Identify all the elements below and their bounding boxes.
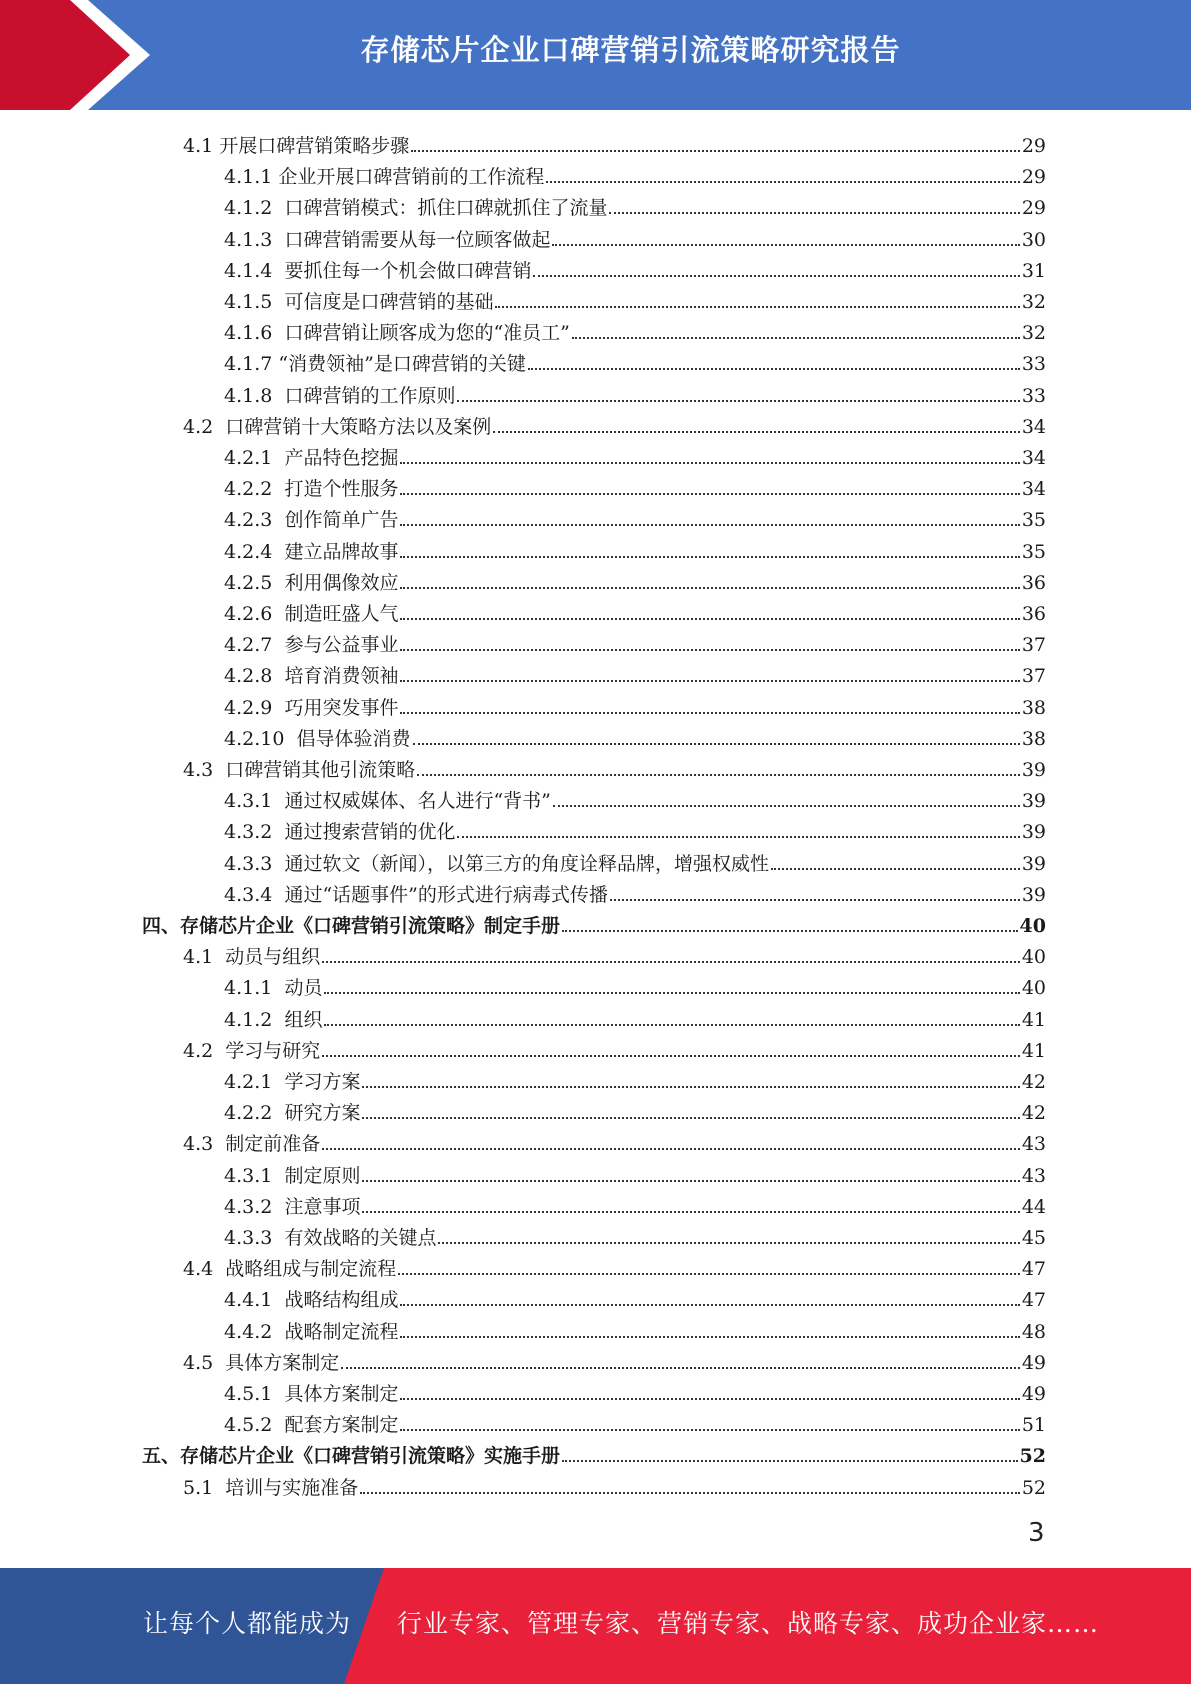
toc-entry-page: 44 [1021, 1196, 1046, 1218]
toc-entry-title: 制造旺盛人气 [284, 603, 399, 625]
toc-leader-dots [324, 992, 1019, 994]
toc-entry-number: 4.3 [183, 1133, 226, 1155]
toc-leader-dots [546, 181, 1019, 183]
toc-entry-number: 4.5.1 [224, 1383, 285, 1405]
toc-leader-dots [322, 961, 1020, 963]
toc-leader-dots [457, 400, 1019, 402]
toc-leader-dots [562, 1460, 1018, 1462]
toc-entry-title: 口碑营销让顾客成为您的“准员工” [284, 322, 570, 344]
toc-leader-dots [493, 431, 1020, 433]
toc-entry-page: 49 [1021, 1383, 1046, 1405]
toc-leader-dots [411, 150, 1020, 152]
toc-leader-dots [609, 212, 1019, 214]
toc-leader-dots [341, 1367, 1020, 1369]
toc-entry-title: 创作简单广告 [284, 509, 399, 531]
toc-entry-page: 31 [1021, 260, 1046, 282]
toc-entry-page: 39 [1021, 821, 1046, 843]
toc-leader-dots [400, 712, 1019, 714]
toc-entry-title: 五、存储芯片企业《口碑营销引流策略》实施手册 [142, 1445, 561, 1467]
toc-entry-title: 可信度是口碑营销的基础 [284, 291, 494, 313]
toc-entry-title: 通过软文（新闻），以第三方的角度诠释品牌，增强权威性 [284, 853, 769, 875]
toc-entry[interactable] [224, 1219, 1046, 1250]
toc-entry-page: 47 [1021, 1289, 1046, 1311]
toc-entry[interactable] [142, 907, 1046, 938]
toc-leader-dots [362, 1086, 1019, 1088]
toc-entry-title: 战略制定流程 [284, 1321, 399, 1343]
document-title: 存储芯片企业口碑营销引流策略研究报告 [360, 33, 901, 67]
toc-entry-page: 38 [1021, 697, 1046, 719]
toc-entry-title: 配套方案制定 [284, 1414, 399, 1436]
toc-entry[interactable] [224, 470, 1046, 501]
header-banner [0, 0, 1191, 110]
toc-entry-number: 4.4.1 [224, 1289, 285, 1311]
toc-entry-number: 4.2.6 [224, 603, 285, 625]
toc-entry-number: 4.5.2 [224, 1414, 285, 1436]
toc-leader-dots [610, 899, 1020, 901]
toc-entry[interactable] [224, 1157, 1046, 1188]
toc-entry-page: 29 [1021, 197, 1046, 219]
toc-entry[interactable] [224, 158, 1046, 189]
toc-entry[interactable] [224, 1001, 1046, 1032]
toc-entry-title: 参与公益事业 [284, 634, 399, 656]
toc-entry[interactable] [224, 813, 1046, 844]
toc-leader-dots [322, 1055, 1020, 1057]
toc-leader-dots [360, 1492, 1020, 1494]
toc-entry-number: 4.2.8 [224, 665, 285, 687]
toc-entry[interactable] [183, 408, 1046, 439]
toc-entry[interactable] [183, 1469, 1046, 1500]
toc-leader-dots [398, 1273, 1020, 1275]
toc-entry[interactable] [224, 782, 1046, 813]
toc-leader-dots [400, 556, 1019, 558]
toc-entry-page: 42 [1021, 1071, 1046, 1093]
toc-entry-number: 4.4 [183, 1258, 226, 1280]
footer-slogan-left: 让每个人都能成为 [143, 1609, 352, 1638]
toc-entry-page: 42 [1021, 1102, 1046, 1124]
toc-entry-number: 4.1.8 [224, 385, 285, 407]
toc-entry-number: 4.1.6 [224, 322, 285, 344]
toc-entry-title: 注意事项 [284, 1196, 361, 1218]
toc-entry-number: 4.2.7 [224, 634, 285, 656]
toc-leader-dots [552, 244, 1019, 246]
toc-leader-dots [400, 524, 1019, 526]
toc-entry[interactable] [224, 252, 1046, 283]
toc-entry-number: 4.1 [183, 135, 220, 157]
toc-leader-dots [362, 1180, 1019, 1182]
toc-leader-dots [362, 1211, 1019, 1213]
toc-entry-page: 38 [1021, 728, 1046, 750]
toc-entry-page: 35 [1021, 509, 1046, 531]
toc-entry-number: 4.2.9 [224, 697, 285, 719]
footer-slogan-right: 行业专家、管理专家、营销专家、战略专家、成功企业家…… [397, 1609, 1100, 1638]
toc-leader-dots [771, 868, 1020, 870]
toc-entry-number: 4.3.1 [224, 790, 285, 812]
toc-entry-title: 口碑营销其他引流策略 [225, 759, 416, 781]
toc-entry-number: 4.2.3 [224, 509, 285, 531]
toc-leader-dots [400, 1398, 1019, 1400]
toc-entry-title: 具体方案制定 [225, 1352, 340, 1374]
toc-entry-page: 39 [1021, 790, 1046, 812]
toc-entry-page: 34 [1021, 416, 1046, 438]
toc-entry-number: 4.2.10 [224, 728, 297, 750]
toc-entry-page: 52 [1021, 1477, 1046, 1499]
toc-entry-number: 4.4.2 [224, 1321, 285, 1343]
toc-entry-title: 倡导体验消费 [296, 728, 411, 750]
toc-leader-dots [400, 1429, 1019, 1431]
toc-entry-number: 4.1.1 [224, 977, 285, 999]
toc-entry[interactable] [224, 595, 1046, 626]
toc-entry-number: 4.1.3 [224, 229, 285, 251]
toc-entry-page: 33 [1021, 385, 1046, 407]
toc-entry-number: 4.3 [183, 759, 226, 781]
toc-entry[interactable] [224, 1313, 1046, 1344]
toc-entry-page: 45 [1021, 1227, 1046, 1249]
toc-entry-title: 动员 [284, 977, 323, 999]
toc-leader-dots [324, 1024, 1019, 1026]
toc-entry-number: 4.1 [183, 946, 226, 968]
toc-leader-dots [400, 1304, 1019, 1306]
toc-entry[interactable] [224, 314, 1046, 345]
toc-leader-dots [400, 1336, 1019, 1338]
toc-entry[interactable] [183, 127, 1046, 158]
toc-entry-title: 通过搜索营销的优化 [284, 821, 456, 843]
toc-entry-title: 通过“话题事件”的形式进行病毒式传播 [284, 884, 608, 906]
toc-entry-title: 学习与研究 [225, 1040, 321, 1062]
toc-entry[interactable] [224, 189, 1046, 220]
toc-entry[interactable] [224, 845, 1046, 876]
toc-entry[interactable] [183, 1032, 1046, 1063]
toc-entry-title: 口碑营销模式：抓住口碑就抓住了流量 [284, 197, 608, 219]
toc-entry-page: 51 [1021, 1414, 1046, 1436]
toc-leader-dots [400, 618, 1019, 620]
toc-entry-page: 30 [1021, 229, 1046, 251]
toc-entry[interactable] [224, 1188, 1046, 1219]
toc-entry-title: 制定原则 [284, 1165, 361, 1187]
toc-entry[interactable] [224, 1063, 1046, 1094]
toc-entry-number: 4.2.1 [224, 1071, 285, 1093]
toc-entry[interactable] [224, 377, 1046, 408]
toc-entry-number: 4.1.1 [224, 166, 279, 188]
footer-banner [0, 1568, 1191, 1684]
toc-leader-dots [553, 805, 1020, 807]
toc-entry[interactable] [224, 657, 1046, 688]
toc-entry-title: 研究方案 [284, 1102, 361, 1124]
toc-entry-page: 40 [1019, 915, 1046, 937]
toc-entry[interactable] [224, 221, 1046, 252]
toc-entry[interactable] [183, 1125, 1046, 1156]
toc-entry-title: 战略结构组成 [284, 1289, 399, 1311]
toc-entry[interactable] [224, 283, 1046, 314]
toc-leader-dots [533, 275, 1019, 277]
toc-leader-dots [438, 1242, 1019, 1244]
toc-leader-dots [417, 774, 1020, 776]
toc-entry-page: 41 [1021, 1040, 1046, 1062]
toc-entry-number: 4.5 [183, 1352, 226, 1374]
toc-leader-dots [457, 836, 1019, 838]
toc-entry-title: 打造个性服务 [284, 478, 399, 500]
toc-entry-number: 4.2.1 [224, 447, 285, 469]
toc-entry-page: 36 [1021, 572, 1046, 594]
toc-entry-title: 四、存储芯片企业《口碑营销引流策略》制定手册 [142, 915, 561, 937]
toc-entry-title: 口碑营销十大策略方法以及案例 [225, 416, 492, 438]
toc-entry-page: 35 [1021, 541, 1046, 563]
toc-entry[interactable] [183, 938, 1046, 969]
toc-entry-page: 39 [1021, 853, 1046, 875]
toc-entry-page: 37 [1021, 634, 1046, 656]
toc-entry-title: 要抓住每一个机会做口碑营销 [284, 260, 532, 282]
toc-entry-page: 48 [1021, 1321, 1046, 1343]
toc-entry-title: 口碑营销的工作原则 [284, 385, 456, 407]
toc-entry[interactable] [224, 345, 1046, 376]
toc-entry-title: 具体方案制定 [284, 1383, 399, 1405]
toc-entry[interactable] [224, 564, 1046, 595]
toc-leader-dots [400, 493, 1019, 495]
toc-entry-page: 39 [1021, 884, 1046, 906]
toc-entry[interactable] [224, 439, 1046, 470]
toc-entry-page: 34 [1021, 478, 1046, 500]
toc-entry-number: 4.3.2 [224, 821, 285, 843]
toc-entry-page: 43 [1021, 1133, 1046, 1155]
toc-entry[interactable] [142, 1437, 1046, 1468]
page-number: 3 [1028, 1518, 1045, 1548]
toc-entry-number: 4.2.5 [224, 572, 285, 594]
toc-entry-number: 4.1.5 [224, 291, 285, 313]
toc-entry-title: 企业开展口碑营销前的工作流程 [278, 166, 545, 188]
toc-entry-title: 口碑营销需要从每一位顾客做起 [284, 229, 551, 251]
toc-entry[interactable] [224, 1094, 1046, 1125]
toc-entry-page: 33 [1021, 353, 1046, 375]
toc-leader-dots [400, 680, 1019, 682]
toc-leader-dots [495, 306, 1019, 308]
toc-entry[interactable] [224, 626, 1046, 657]
toc-entry[interactable] [224, 533, 1046, 564]
toc-entry-number: 4.3.3 [224, 853, 285, 875]
toc-entry-number: 5.1 [183, 1477, 226, 1499]
toc-entry-number: 4.2 [183, 1040, 226, 1062]
toc-entry-number: 4.2.2 [224, 478, 285, 500]
toc-entry-page: 40 [1021, 977, 1046, 999]
toc-entry-title: 通过权威媒体、名人进行“背书” [284, 790, 551, 812]
toc-entry-number: 4.2 [183, 416, 226, 438]
toc-entry-number: 4.3.1 [224, 1165, 285, 1187]
toc-entry-title: 开展口碑营销策略步骤 [219, 135, 410, 157]
toc-entry-number: 4.1.2 [224, 197, 285, 219]
toc-entry[interactable] [224, 1406, 1046, 1437]
toc-entry-page: 52 [1019, 1445, 1046, 1467]
toc-entry-number: 4.3.2 [224, 1196, 285, 1218]
toc-entry-number: 4.3.3 [224, 1227, 285, 1249]
toc-entry-number: 4.2.4 [224, 541, 285, 563]
toc-entry[interactable] [224, 876, 1046, 907]
toc-entry-title: 学习方案 [284, 1071, 361, 1093]
toc-leader-dots [400, 587, 1019, 589]
toc-leader-dots [572, 337, 1020, 339]
toc-entry-title: 培训与实施准备 [225, 1477, 359, 1499]
toc-entry-number: 4.1.2 [224, 1009, 285, 1031]
toc-entry[interactable] [224, 1375, 1046, 1406]
toc-leader-dots [528, 368, 1020, 370]
toc-entry[interactable] [224, 689, 1046, 720]
toc-entry[interactable] [224, 969, 1046, 1000]
toc-entry-page: 39 [1021, 759, 1046, 781]
toc-entry-page: 40 [1021, 946, 1046, 968]
toc-entry-page: 36 [1021, 603, 1046, 625]
toc-entry[interactable] [224, 720, 1046, 751]
toc-entry-title: 有效战略的关键点 [284, 1227, 437, 1249]
toc-entry-page: 49 [1021, 1352, 1046, 1374]
toc-entry-number: 4.3.4 [224, 884, 285, 906]
toc-entry-number: 4.1.4 [224, 260, 285, 282]
toc-leader-dots [400, 649, 1019, 651]
toc-entry-page: 47 [1021, 1258, 1046, 1280]
toc-entry-page: 29 [1021, 166, 1046, 188]
toc-entry-title: “消费领袖”是口碑营销的关键 [278, 353, 526, 375]
toc-entry-title: 战略组成与制定流程 [225, 1258, 397, 1280]
toc-entry-title: 培育消费领袖 [284, 665, 399, 687]
toc-leader-dots [413, 743, 1020, 745]
toc-entry[interactable] [183, 1250, 1046, 1281]
toc-entry-page: 34 [1021, 447, 1046, 469]
toc-entry-page: 32 [1021, 291, 1046, 313]
toc-entry[interactable] [224, 1281, 1046, 1312]
toc-leader-dots [322, 1148, 1020, 1150]
toc-entry-title: 制定前准备 [225, 1133, 321, 1155]
toc-entry-title: 巧用突发事件 [284, 697, 399, 719]
toc-leader-dots [562, 930, 1018, 932]
toc-entry-page: 29 [1021, 135, 1046, 157]
toc-leader-dots [362, 1117, 1019, 1119]
toc-entry[interactable] [183, 751, 1046, 782]
toc-entry-number: 4.1.7 [224, 353, 279, 375]
toc-leader-dots [400, 462, 1019, 464]
toc-entry-number: 4.2.2 [224, 1102, 285, 1124]
toc-entry[interactable] [183, 1344, 1046, 1375]
toc-entry[interactable] [224, 501, 1046, 532]
toc-entry-page: 41 [1021, 1009, 1046, 1031]
toc-entry-title: 利用偶像效应 [284, 572, 399, 594]
toc-entry-title: 产品特色挖掘 [284, 447, 399, 469]
toc-entry-title: 动员与组织 [225, 946, 321, 968]
toc-entry-title: 组织 [284, 1009, 323, 1031]
toc-entry-page: 32 [1021, 322, 1046, 344]
toc-entry-title: 建立品牌故事 [284, 541, 399, 563]
toc-entry-page: 43 [1021, 1165, 1046, 1187]
toc-entry-page: 37 [1021, 665, 1046, 687]
